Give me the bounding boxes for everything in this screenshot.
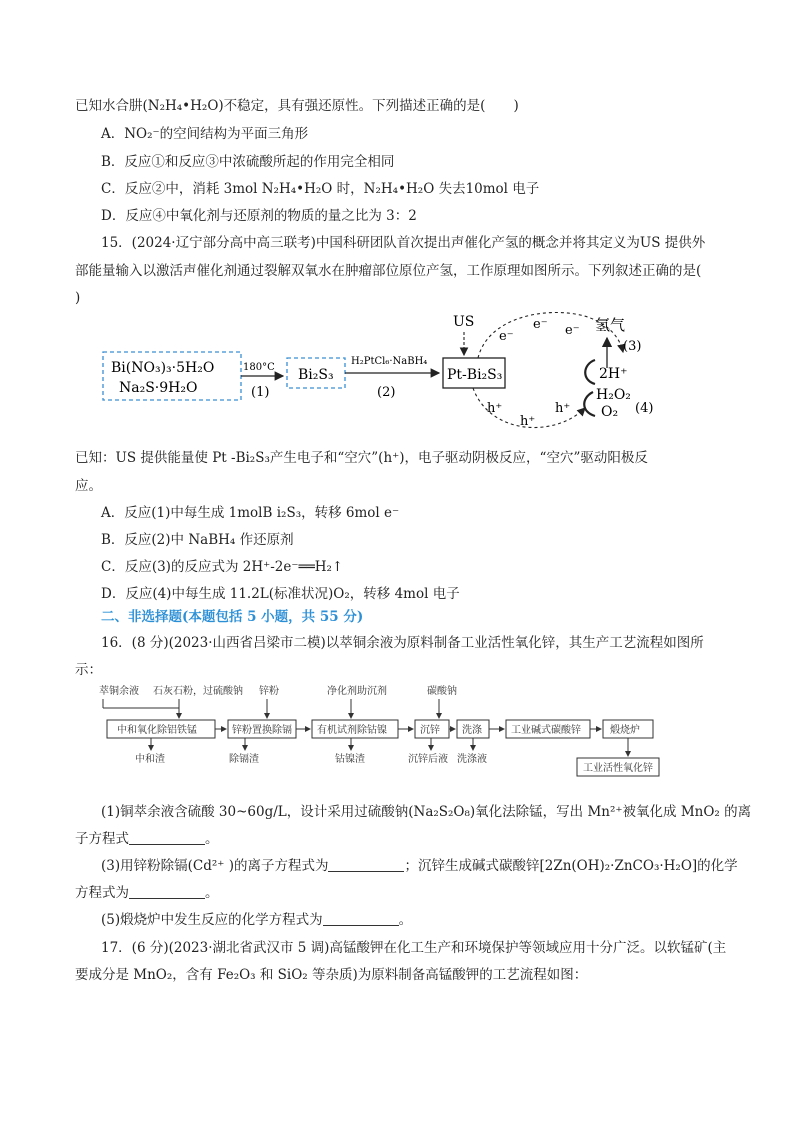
two-h-plus-label: 2H⁺ [599,366,628,382]
q15-option-b: B．反应(2)中 NaBH₄ 作还原剂 [101,532,294,548]
answer-blank[interactable] [328,857,404,872]
hydrogen-gas-label: 氢气 [595,316,626,334]
q15-known-line2: 应。 [75,478,102,494]
cathode-curl [585,360,595,384]
q16-part1-line2: 子方程式 。 [75,831,219,847]
step-basic-carbonate: 工业碱式碳酸锌 [511,725,581,736]
input-zinc-powder: 锌粉 [259,686,279,697]
q15-known-line1: 已知：US 提供能量使 Pt -Bi₂S₃产生电子和“空穴”(h⁺)，电子驱动阴极反应，“空穴”驱动阳极反 [75,450,648,466]
step1-label: (1) [251,385,270,400]
q14-option-d: D．反应④中氧化剂与还原剂的物质的量之比为 3：2 [101,208,417,224]
anode-curl [584,392,595,416]
q15-option-a: A．反应(1)中每生成 1molB i₂S₃，转移 6mol e⁻ [101,505,400,521]
us-label: US [453,314,475,330]
reagent-label: H₂PtCl₆·NaBH₄ [351,356,428,367]
step-furnace: 煅烧炉 [610,725,640,736]
q16-part1-line1: (1)铜萃余液含硫酸 30~60g/L，设计采用过硫酸钠(Na₂S₂O₈)氧化法除锰，写出 Mn²⁺被氧化成 MnO₂ 的离 [101,804,752,820]
answer-blank[interactable] [129,830,205,845]
step-product: 工业活性氧化锌 [583,763,653,774]
hole-label-2: h⁺ [520,414,536,429]
hole-label-3: h⁺ [555,401,571,416]
h2o2-label: H₂O₂ [596,387,631,403]
output-neutral-slag: 中和渣 [135,754,165,765]
q14-stem: 已知水合肼(N₂H₄•H₂O)不稳定，具有强还原性。下列描述正确的是( ) [75,98,519,114]
sonocatalysis-diagram [95,300,695,440]
q16-stem-line1: 16．(8 分)(2023·山西省吕梁市二模)以萃铜余液为原料制备工业活性氧化锌，其生产工艺流程如图所 [101,635,704,651]
bi2s3-label: Bi₂S₃ [298,367,334,383]
hole-label-1: h⁺ [487,401,503,416]
step-wash: 洗涤 [462,725,482,736]
step-neutralize: 中和氧化除铝铁锰 [117,725,197,736]
electron-label-3: e⁻ [565,323,580,338]
step-organic: 有机试剂除钴镍 [317,725,387,736]
output-wash-liquid: 洗涤液 [457,754,487,765]
temperature-label: 180°C [243,362,275,373]
electron-label-1: e⁻ [499,329,514,344]
q15-stem-line3: ) [75,290,81,306]
q14-option-b: B．反应①和反应③中浓硫酸所起的作用完全相同 [101,154,395,170]
output-cobalt-nickel-slag: 钴镍渣 [335,754,365,765]
output-cadmium-slag: 除镉渣 [229,754,259,765]
section-heading: 二、非选择题(本题包括 5 小题，共 55 分) [101,609,364,625]
electron-label-2: e⁻ [533,317,548,332]
q16-part3-line1: (3)用锌粉除镉(Cd²⁺ )的离子方程式为 ；沉锌生成碱式碳酸锌[2Zn(OH)₂·ZnCO₃·H₂O]的化学 [101,858,738,874]
q15-stem-line2: 部能量输入以激活声催化剂通过裂解双氧水在肿瘤部位原位产氢，工作原理如图所示。下列叙述正确的是( [75,263,702,279]
q17-stem-line2: 要成分是 MnO₂，含有 Fe₂O₃ 和 SiO₂ 等杂质)为原料制备高锰酸钾的工艺流程如图： [75,967,588,983]
step-precipitate: 沉锌 [420,725,440,736]
q15-option-d: D．反应(4)中每生成 11.2L(标准状况)O₂，转移 4mol 电子 [101,586,460,602]
precursor-line1: Bi(NO₃)₃·5H₂O [111,360,215,376]
q15-stem-line1: 15．(2024·辽宁部分高中高三联考)中国科研团队首次提出声催化产氢的概念并将其定义为US 提供外 [101,235,706,251]
step-zinc-replace: 锌粉置换除镉 [232,725,292,736]
q16-part3-line2: 方程式为 。 [75,885,219,901]
q16-part5: (5)煅烧炉中发生反应的化学方程式为 。 [101,912,413,928]
answer-blank[interactable] [323,911,399,926]
q17-stem-line1: 17．(6 分)(2023·湖北省武汉市 5 调)高锰酸钾在化工生产和环境保护等领域应用十分广泛。以软锰矿(主 [101,940,727,956]
q14-option-c: C．反应②中，消耗 3mol N₂H₄•H₂O 时，N₂H₄•H₂O 失去10mol 电子 [101,181,540,197]
input-limestone: 石灰石粉，过硫酸钠 [153,686,243,697]
q14-option-a: A．NO₂⁻的空间结构为平面三角形 [101,126,309,142]
input-purifier: 净化剂助沉剂 [327,686,387,697]
step4-label: (4) [635,401,654,416]
o2-label: O₂ [601,404,619,420]
step3-label: (3) [623,339,642,354]
q15-option-c: C．反应(3)的反应式为 2H⁺-2e⁻══H₂↑ [101,559,344,575]
step2-label: (2) [377,385,396,400]
zinc-oxide-process-flow [95,682,665,777]
pt-bi2s3-label: Pt-Bi₂S₃ [447,367,503,383]
output-mother-liquor: 沉锌后液 [408,754,448,765]
input-raffinate: 萃铜余液 [99,686,139,697]
input-sodium-carbonate: 碳酸钠 [427,686,457,697]
answer-blank[interactable] [129,884,205,899]
q16-stem-line2: 示： [75,662,102,678]
precursor-line2: Na₂S·9H₂O [119,380,198,396]
